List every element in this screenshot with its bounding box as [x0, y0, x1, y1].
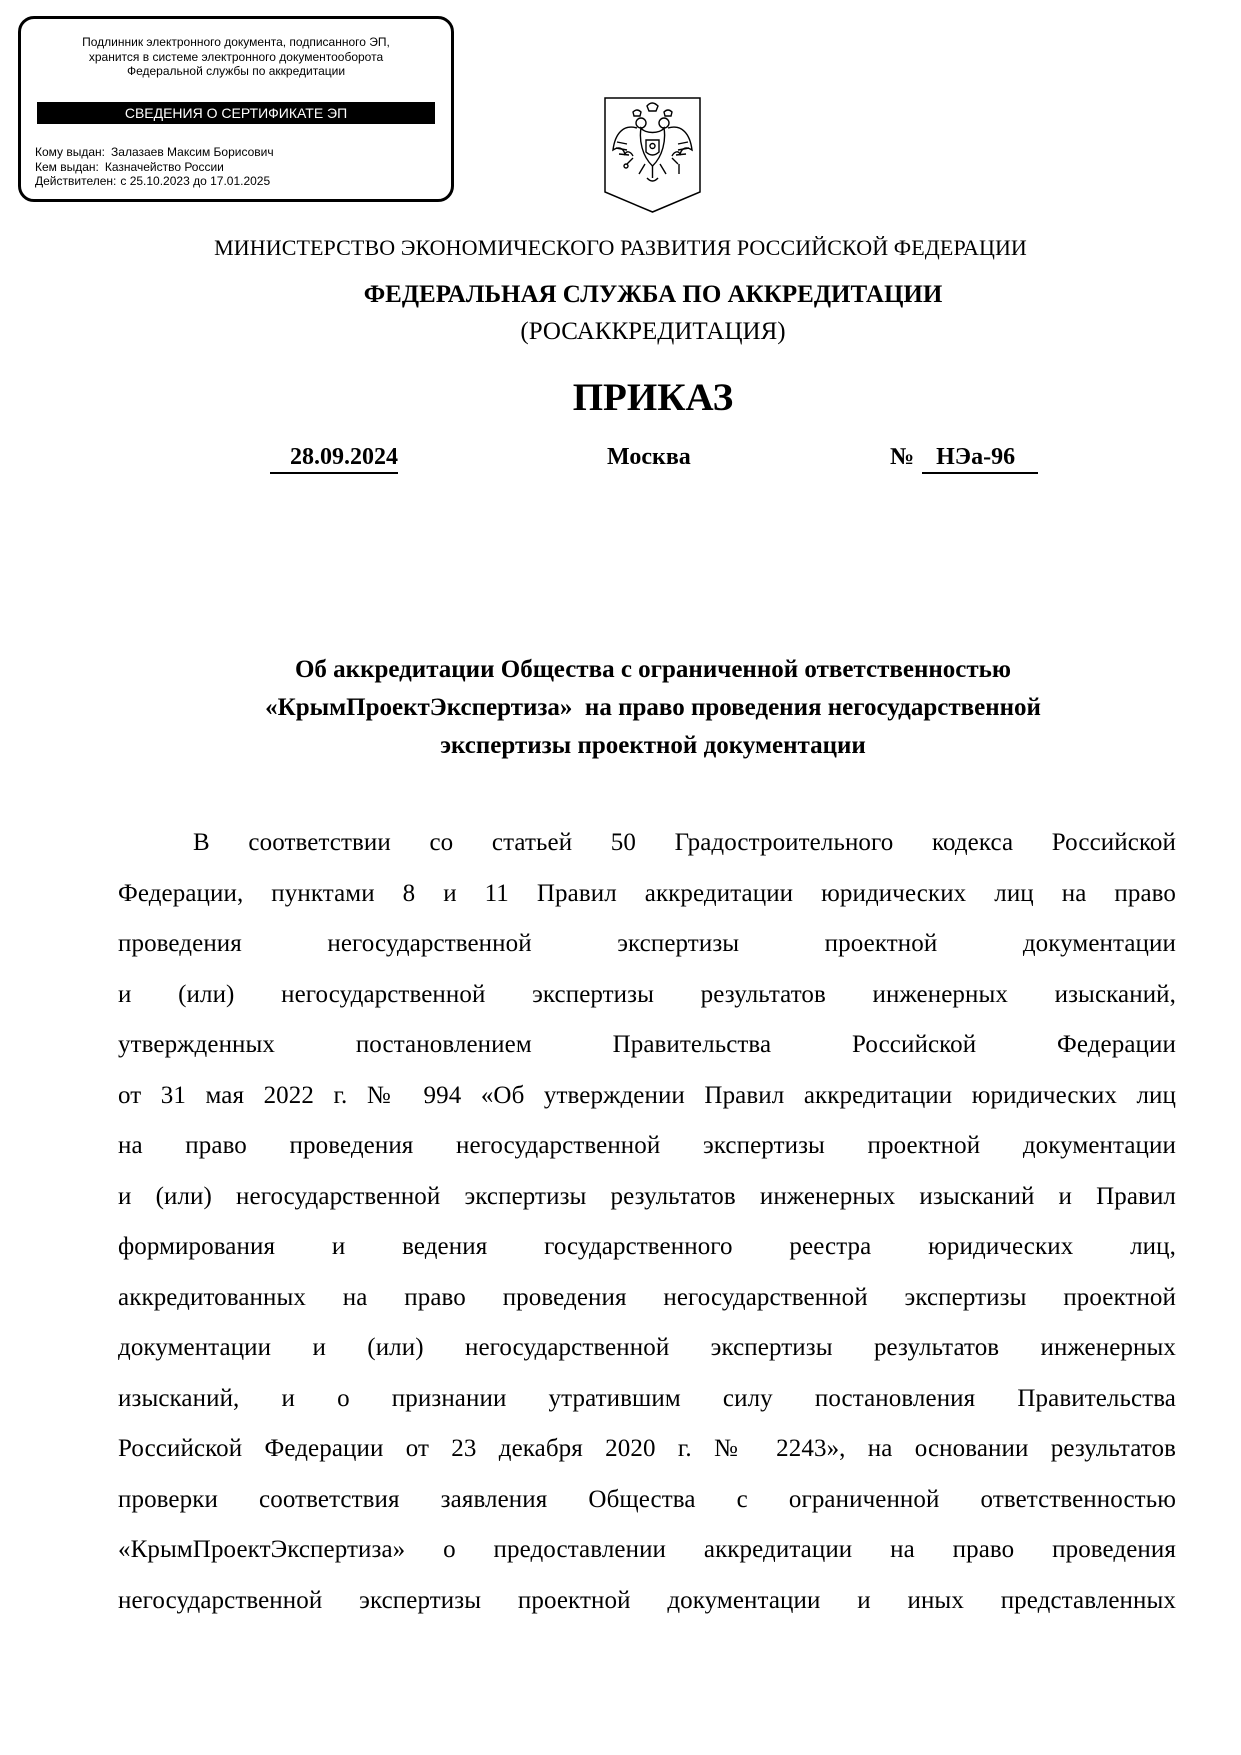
- order-title: ПРИКАЗ: [572, 376, 734, 419]
- body-line: проверки соответствия заявления Общества с ограниченной ответственностью: [118, 1485, 1176, 1513]
- order-city: Москва: [607, 444, 691, 470]
- body-line: проведения негосударственной экспертизы проектной документации: [118, 930, 1176, 957]
- order-subject: [150, 651, 1156, 765]
- order-number-field: [890, 444, 1038, 474]
- service-name: ФЕДЕРАЛЬНАЯ СЛУЖБА ПО АККРЕДИТАЦИИ: [363, 281, 943, 308]
- body-line: утвержденных постановлением Правительства Российской Федерации: [118, 1031, 1176, 1058]
- body-line: В соответствии со статьей 50 Градостроительного кодекса Российской: [193, 829, 1176, 856]
- order-body-paragraph: [118, 818, 1176, 1626]
- certificate-info-bar: СВЕДЕНИЯ О СЕРТИФИКАТЕ ЭП: [37, 102, 435, 124]
- subject-line: Об аккредитации Общества с ограниченной ответственностью: [294, 656, 1012, 683]
- body-line: аккредитованных на право проведения негосударственной экспертизы проектной: [118, 1283, 1176, 1311]
- subject-line: экспертизы проектной документации: [440, 732, 866, 759]
- body-line: документации и (или) негосударственной экспертизы результатов инженерных: [118, 1334, 1176, 1361]
- valid-label: Действителен:: [35, 174, 117, 188]
- coat-of-arms-icon: [603, 96, 702, 214]
- stamp-header-line: хранится в системе электронного документооборота: [88, 49, 384, 64]
- order-number: НЭа-96: [922, 444, 1038, 474]
- body-line: от 31 мая 2022 г. № 994 «Об утверждении Правил аккредитации юридических лиц: [118, 1081, 1176, 1109]
- body-line: на право проведения негосударственной экспертизы проектной документации: [118, 1132, 1176, 1159]
- body-line: Федерации, пунктами 8 и 11 Правил аккредитации юридических лиц на право: [118, 879, 1176, 907]
- body-line: «КрымПроектЭкспертиза» о предоставлении аккредитации на право проведения: [118, 1536, 1176, 1563]
- issued-by-row: [35, 160, 437, 175]
- valid-row: [35, 174, 437, 189]
- issued-to-label: Кому выдан:: [35, 145, 106, 159]
- body-line: негосударственной экспертизы проектной документации и иных представленных: [118, 1586, 1176, 1614]
- body-line: изысканий, и о признании утратившим силу постановления Правительства: [118, 1384, 1176, 1412]
- number-sign: №: [890, 444, 915, 470]
- subject-line: «КрымПроектЭкспертиза» на право проведения негосударственной: [265, 694, 1041, 721]
- body-line: Российской Федерации от 23 декабря 2020 г. № 2243», на основании результатов: [118, 1435, 1176, 1462]
- issued-to-value: Залазаев Максим Борисович: [111, 145, 274, 159]
- issued-by-value: Казначейство России: [104, 159, 224, 174]
- valid-value: с 25.10.2023 до 17.01.2025: [120, 174, 271, 188]
- issued-by-label: Кем выдан:: [35, 159, 99, 174]
- stamp-header-line: Подлинник электронного документа, подписанного ЭП,: [82, 35, 390, 49]
- stamp-header-line: Федеральной службы по аккредитации: [126, 64, 346, 78]
- stamp-header: [41, 35, 431, 79]
- body-line: и (или) негосударственной экспертизы результатов инженерных изысканий и Правил: [118, 1182, 1176, 1210]
- issued-to-row: [35, 145, 437, 160]
- body-line: формирования и ведения государственного реестра юридических лиц,: [118, 1233, 1176, 1260]
- e-signature-stamp: [18, 16, 454, 202]
- service-short-name: (РОСАККРЕДИТАЦИЯ): [520, 318, 786, 345]
- certificate-details: [35, 145, 437, 189]
- body-line: и (или) негосударственной экспертизы результатов инженерных изысканий,: [118, 980, 1176, 1008]
- order-date: 28.09.2024: [270, 444, 398, 474]
- ministry-name: МИНИСТЕРСТВО ЭКОНОМИЧЕСКОГО РАЗВИТИЯ РОССИЙСКОЙ ФЕДЕРАЦИИ: [214, 235, 1027, 260]
